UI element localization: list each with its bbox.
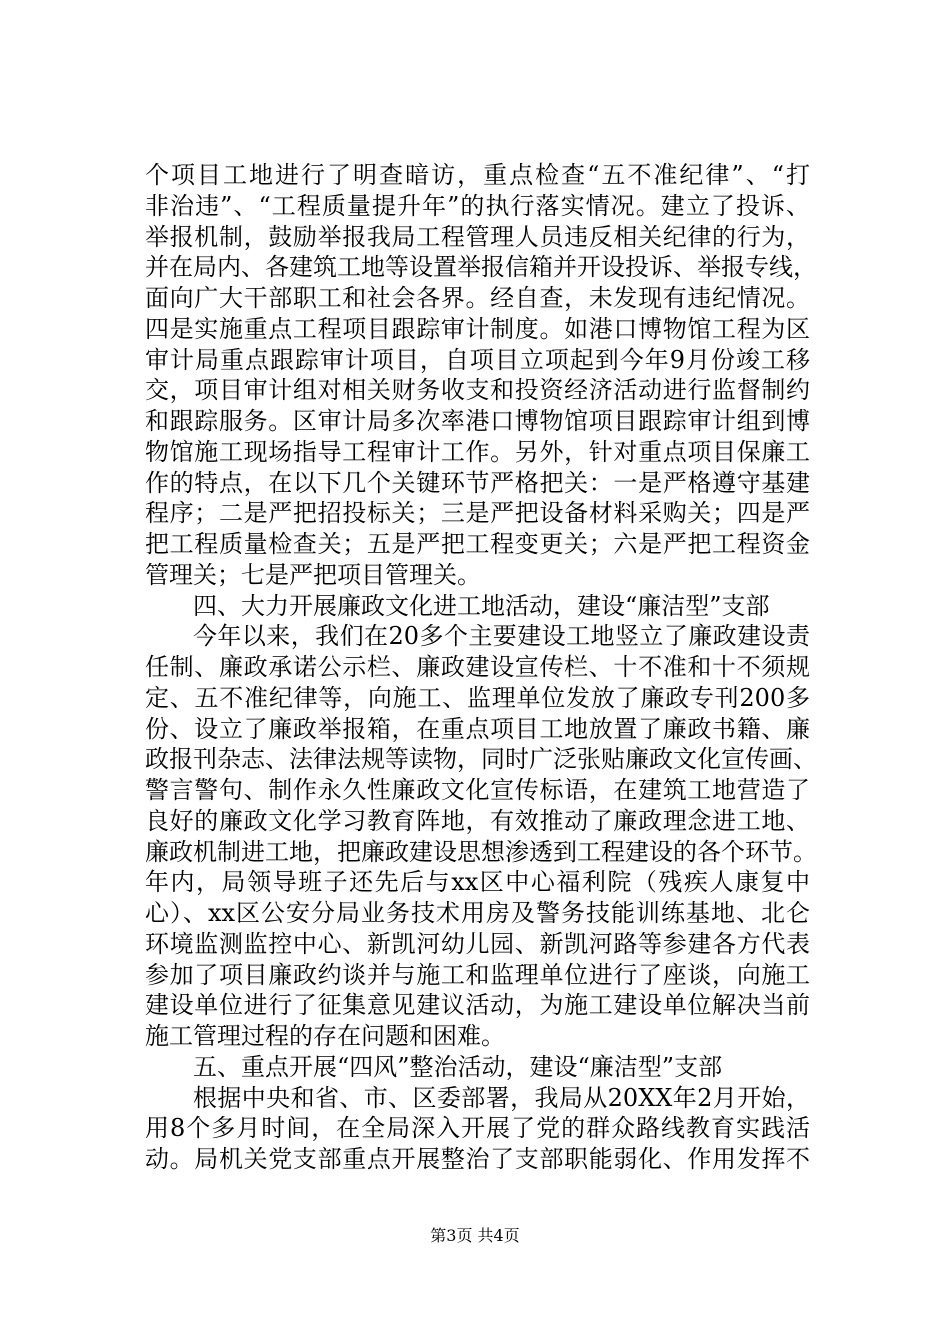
text-line: 廉政机制进工地，把廉政建设思想渗透到工程建设的各个环节。 xyxy=(145,837,817,866)
text-line: 管理关；七是严把项目管理关。 xyxy=(145,560,481,589)
text-line: 举报机制，鼓励举报我局工程管理人员违反相关纪律的行为， xyxy=(145,222,810,251)
text-line: 程序；二是严把招投标关；三是严把设备材料采购关；四是严 xyxy=(145,499,810,528)
text-line: 政报刊杂志、法律法规等读物，同时广泛张贴廉政文化宣传画、 xyxy=(145,745,817,774)
text-line: 参加了项目廉政约谈并与施工和监理单位进行了座谈，向施工 xyxy=(145,960,810,989)
text-line: 心）、xx区公安分局业务技术用房及警务技能训练基地、北仑 xyxy=(145,899,810,927)
text-line: 作的特点，在以下几个关键环节严格把关：一是严格遵守基建 xyxy=(145,468,810,497)
text-line: 警言警句、制作永久性廉政文化宣传标语，在建筑工地营造了 xyxy=(145,776,810,804)
text-line: 交，项目审计组对相关财务收支和投资经济活动进行监督制约 xyxy=(145,376,810,405)
text-line: 面向广大干部职工和社会各界。经自查，未发现有违纪情况。 xyxy=(145,284,810,312)
body-text xyxy=(145,160,817,1175)
text-line: 根据中央和省、市、区委部署，我局从20XX年2月开始， xyxy=(193,1083,810,1112)
text-line: 非治违”、“工程质量提升年”的执行落实情况。建立了投诉、 xyxy=(145,191,810,220)
text-line: 施工管理过程的存在问题和困难。 xyxy=(145,1022,505,1050)
text-line: 四、大力开展廉政文化进工地活动，建设“廉洁型”支部 xyxy=(193,591,770,620)
text-line: 动。局机关党支部重点开展整治了支部职能弱化、作用发挥不 xyxy=(145,1145,810,1173)
text-line: 物馆施工现场指导工程审计工作。另外，针对重点项目保廉工 xyxy=(145,437,810,466)
text-line: 年内，局领导班子还先后与xx区中心福利院（残疾人康复中 xyxy=(145,868,810,897)
text-line: 定、五不准纪律等，向施工、监理单位发放了廉政专刊200多 xyxy=(145,683,810,712)
text-line: 良好的廉政文化学习教育阵地，有效推动了廉政理念进工地、 xyxy=(145,806,810,835)
text-line: 个项目工地进行了明查暗访，重点检查“五不准纪律”、“打 xyxy=(145,161,810,189)
text-line: 今年以来，我们在20多个主要建设工地竖立了廉政建设责 xyxy=(193,622,810,651)
text-line: 四是实施重点工程项目跟踪审计制度。如港口博物馆工程为区 xyxy=(145,314,810,343)
text-line: 建设单位进行了征集意见建议活动，为施工建设单位解决当前 xyxy=(145,991,810,1020)
page-footer: 第3页 共4页 xyxy=(430,1226,520,1245)
text-line: 和跟踪服务。区审计局多次率港口博物馆项目跟踪审计组到博 xyxy=(145,407,810,435)
text-line: 审计局重点跟踪审计项目，自项目立项起到今年9月份竣工移 xyxy=(145,345,810,374)
text-line: 把工程质量检查关；五是严把工程变更关；六是严把工程资金 xyxy=(145,530,810,558)
text-line: 环境监测监控中心、新凯河幼儿园、新凯河路等参建各方代表 xyxy=(145,929,810,958)
text-line: 任制、廉政承诺公示栏、廉政建设宣传栏、十不准和十不须规 xyxy=(145,653,810,681)
text-line: 份、设立了廉政举报箱，在重点项目工地放置了廉政书籍、廉 xyxy=(145,714,810,743)
text-line: 用8个多月时间，在全局深入开展了党的群众路线教育实践活 xyxy=(145,1114,810,1143)
text-line: 并在局内、各建筑工地等设置举报信箱并开设投诉、举报专线， xyxy=(145,253,817,282)
text-line: 五、重点开展“四风”整治活动，建设“廉洁型”支部 xyxy=(193,1052,723,1081)
